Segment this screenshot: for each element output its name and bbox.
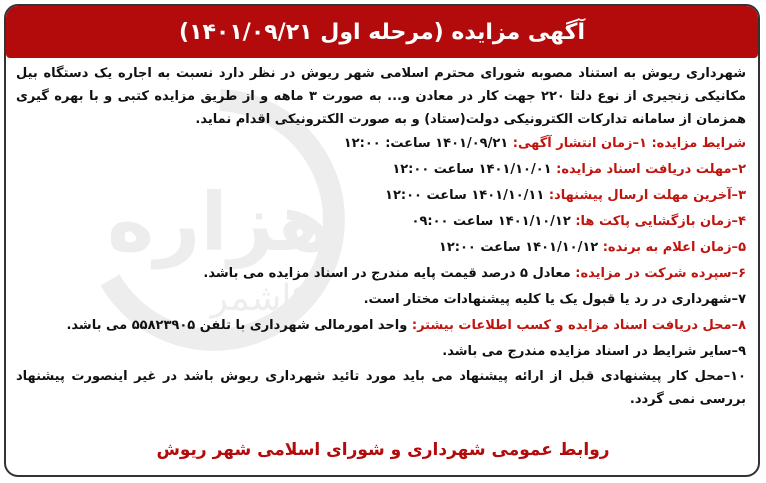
condition-row-9 [16, 339, 746, 365]
condition-8-value: واحد امورمالی شهرداری با تلفن ۵۵۸۲۳۹۰۵ می باشد. [66, 318, 408, 333]
condition-8-label: ۸–محل دریافت اسناد مزایده و کسب اطلاعات بیشتر: [411, 318, 746, 333]
condition-3-label: ۳–آخرین مهلت ارسال پیشنهاد: [548, 188, 746, 203]
condition-5-label: ۵–زمان اعلام به برنده: [602, 240, 746, 255]
condition-4-value: ۱۴۰۱/۱۰/۱۲ ساعت ۰۹:۰۰ [411, 214, 571, 229]
condition-row-5 [16, 235, 746, 261]
condition-row-4 [16, 209, 746, 235]
condition-row-3 [16, 183, 746, 209]
condition-3-value: ۱۴۰۱/۱۰/۱۱ ساعت ۱۲:۰۰ [385, 188, 545, 203]
condition-6-value: معادل ۵ درصد قیمت پایه مندرج در اسناد مزایده می باشد. [203, 266, 571, 281]
intro-paragraph: شهرداری ریوش به استناد مصوبه شورای محترم اسلامی شهر ریوش در نظر دارد نسبت به اجاره یک دستگاه بیل مکانیکی زنجیری از نوع دلتا ۲۲۰ جهت کار در معادن و... به صورت ۳ ماهه و از طریق مزایده کتبی و با بهره گیری همزمان از سامانه تدارکات الکترونیکی دولت(ستاد) و به صورت الکترونیکی اقدام نماید. [16, 66, 746, 127]
condition-1-label: ۱–زمان انتشار آگهی: [512, 136, 647, 151]
notice-header [6, 6, 758, 58]
condition-2-label: ۲–مهلت دریافت اسناد مزایده: [556, 162, 746, 177]
condition-7-value: ۷–شهرداری در رد یا قبول یک یا کلیه پیشنهادات مختار است. [363, 292, 746, 307]
condition-6-label: ۶–سپرده شرکت در مزایده: [575, 266, 746, 281]
condition-9-value: ۹–سایر شرایط در اسناد مزایده مندرج می باشد. [442, 344, 746, 359]
condition-row-1 [16, 131, 746, 157]
condition-5-value: ۱۴۰۱/۱۰/۱۲ ساعت ۱۲:۰۰ [438, 240, 599, 255]
condition-row-6 [16, 261, 746, 287]
condition-2-value: ۱۴۰۱/۱۰/۰۱ ساعت ۱۲:۰۰ [392, 162, 552, 177]
condition-row-8 [16, 313, 746, 339]
condition-4-label: ۴–زمان بازگشایی پاکت ها: [575, 214, 746, 229]
notice-title: آگهی مزایده (مرحله اول ۱۴۰۱/۰۹/۲۱) [179, 19, 585, 45]
condition-row-7 [16, 287, 746, 313]
notice-body [16, 62, 746, 411]
condition-10: ۱۰–محل کار پیشنهادی قبل از ارائه پیشنهاد می باید مورد تائید شهرداری ریوش باشد در غیر اینصورت پیشنهاد بررسی نمی گردد. [16, 369, 746, 407]
notice-footer [6, 432, 760, 468]
conditions-label: شرایط مزایده: [651, 136, 746, 151]
footer-signature: روابط عمومی شهرداری و شورای اسلامی شهر ریوش [156, 440, 610, 460]
condition-1-value: ۱۴۰۱/۰۹/۲۱ ساعت: ۱۲:۰۰ [343, 136, 509, 151]
condition-row-2 [16, 157, 746, 183]
